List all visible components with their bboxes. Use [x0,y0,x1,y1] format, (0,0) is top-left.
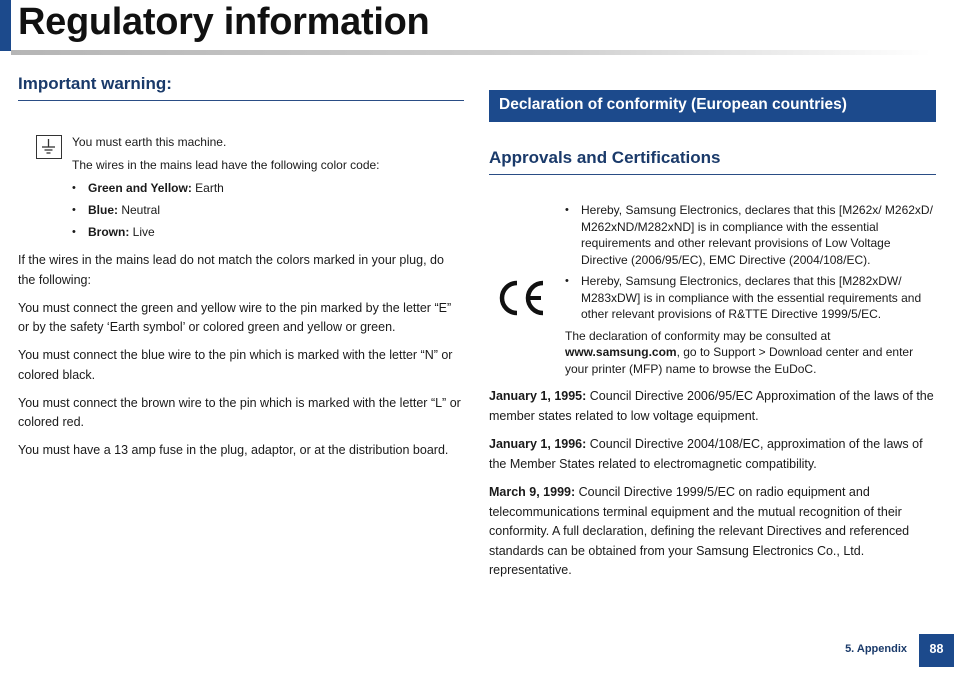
directive-entry [489,435,936,474]
warning-color-code-text: The wires in the mains lead have the following color code: [72,158,380,172]
approvals-heading: Approvals and Certifications [489,148,936,175]
directive-text: Council Directive 2006/95/EC Approximation of the laws of the member states related to low voltage equipment. [489,389,934,423]
list-item: • Hereby, Samsung Electronics, declares that this [M282xDW/ M283xDW] is in compliance with the essential requirements and other relevant provisions of R&TTE Directive 1999/5/EC. [581,273,936,323]
directive-entry [489,483,936,581]
color-label: Green and Yellow: [88,181,192,195]
wiring-paragraph: You must connect the brown wire to the pin which is marked with the letter “L” or colored red. [18,395,461,429]
directive-dates [489,387,936,581]
page-title: Regulatory information [18,1,430,43]
ce-declarations [489,202,936,377]
earth-warning [18,131,464,243]
directive-entry [489,387,936,426]
color-value: Earth [191,181,224,195]
ce-declaration-list [565,202,936,323]
warning-earth-text: You must earth this machine. [72,135,227,149]
right-column [489,90,936,590]
directive-text: Council Directive 2004/108/EC, approximation of the laws of the Member States related to electromagnetic compatibility. [489,437,923,471]
directive-date: January 1, 1996: [489,437,587,451]
title-accent-bar [0,0,11,51]
wiring-paragraph: You must connect the green and yellow wire to the pin marked by the letter “E” or by the safety ‘Earth symbol’ or colored green and yellow or green. [18,300,452,334]
title-divider [11,50,931,55]
directive-date: January 1, 1995: [489,389,587,403]
important-warning-heading: Important warning: [18,74,464,101]
wiring-paragraph: You must have a 13 amp fuse in the plug, adaptor, or at the distribution board. [18,443,449,457]
left-column [18,74,464,469]
consult-text [565,328,936,378]
list-item [88,221,464,243]
wiring-paragraph: If the wires in the mains lead do not match the colors marked in your plug, do the following: [18,253,444,287]
list-item [88,199,464,221]
directive-text: Council Directive 1999/5/EC on radio equipment and telecommunications terminal equipment and the mutual recognition of their conformity. A full declaration, defining the relevant Directives and referenced standards can be obtained from your Samsung Electronics Co., Ltd. representative. [489,485,910,577]
color-label: Brown: [88,225,130,239]
color-code-list [72,177,464,243]
consult-before: The declaration of conformity may be consulted at [565,328,831,343]
page-number: 88 [919,634,954,667]
declaration-banner: Declaration of conformity (European countries) [489,90,936,122]
list-item [88,177,464,199]
earth-ground-icon [36,135,62,159]
directive-date: March 9, 1999: [489,485,576,499]
consult-after: , go to Support > Download center and enter your printer (MFP) name to browse the EuDoC. [565,345,914,376]
ce-mark-icon [495,278,551,318]
wiring-paragraph: You must connect the blue wire to the pin which is marked with the letter “N” or colored black. [18,348,453,382]
footer-section-label: 5. Appendix [845,643,907,655]
color-label: Blue: [88,203,118,217]
samsung-link[interactable]: www.samsung.com [565,345,677,359]
color-value: Neutral [118,203,161,217]
color-value: Live [129,225,155,239]
list-item: • Hereby, Samsung Electronics, declares that this [M262x/ M262xD/ M262xND/M282xND] is in compliance with the essential requirements and other relevant provisions of Low Voltage Directive (2006/95/EC), EMC Directive (2004/108/EC). [581,202,936,268]
